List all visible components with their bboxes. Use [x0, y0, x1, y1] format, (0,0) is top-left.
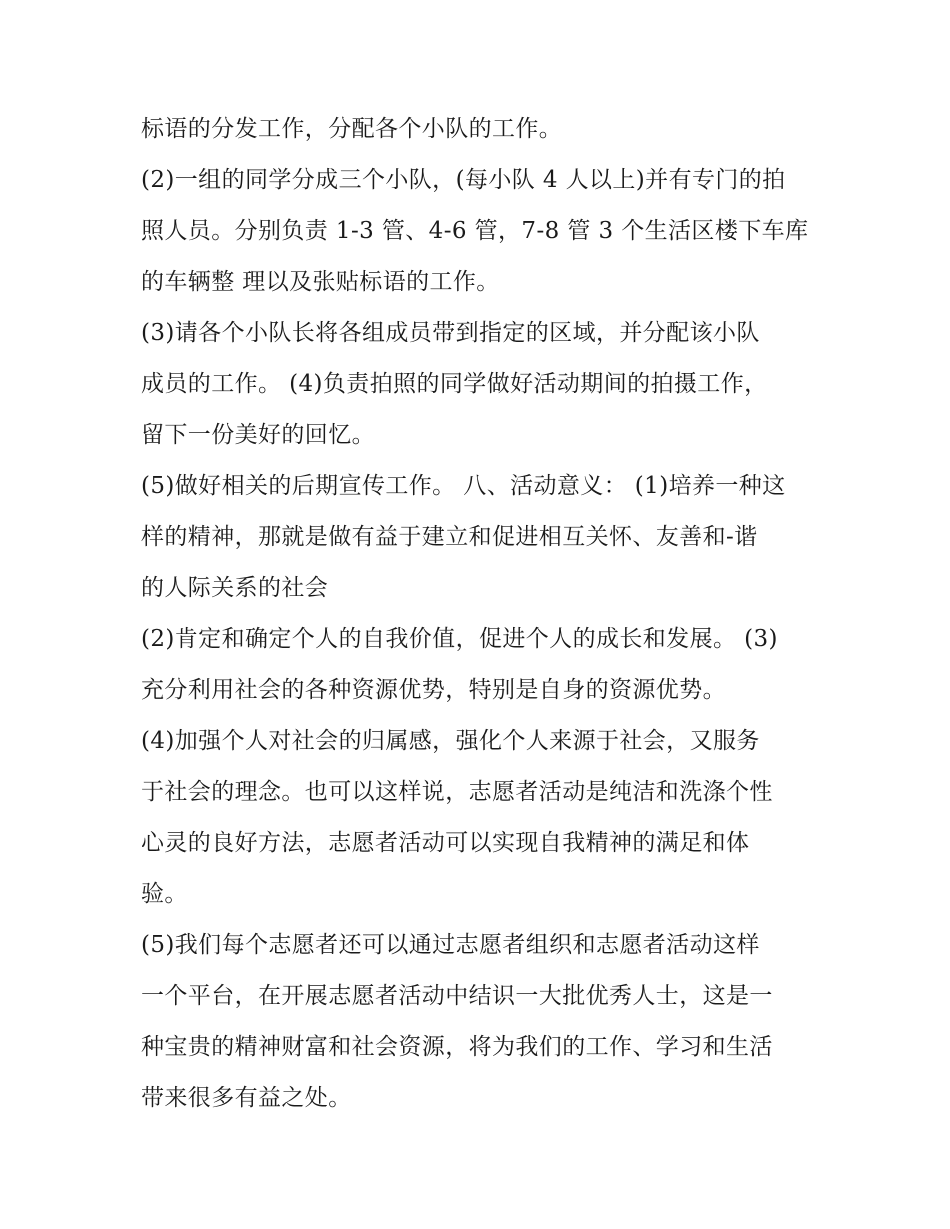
- text-line: 种宝贵的精神财富和社会资源，将为我们的工作、学习和生活: [141, 1034, 773, 1060]
- document-body: [141, 104, 813, 1124]
- text-line: 的人际关系的社会: [141, 575, 329, 601]
- text-line: 带来很多有益之处。: [141, 1085, 352, 1111]
- text-line: 心灵的良好方法，志愿者活动可以实现自我精神的满足和体: [141, 830, 750, 856]
- text-line: 验。: [141, 881, 188, 907]
- text-line: (5)做好相关的后期宣传工作。 八、活动意义： (1)培养一种这: [141, 473, 786, 499]
- text-line: 充分利用社会的各种资源优势，特别是自身的资源优势。: [141, 677, 726, 703]
- text-line: 一个平台，在开展志愿者活动中结识一大批优秀人士，这是一: [141, 983, 773, 1009]
- text-line: 样的精神，那就是做有益于建立和促进相互关怀、友善和-谐: [141, 524, 758, 550]
- text-line: (4)加强个人对社会的归属感，强化个人来源于社会，又服务: [141, 728, 760, 754]
- paragraph-2: [141, 155, 813, 308]
- paragraph-4: [141, 461, 813, 614]
- text-line: 于社会的理念。也可以这样说，志愿者活动是纯洁和洗涤个性: [141, 779, 773, 805]
- text-line: (5)我们每个志愿者还可以通过志愿者组织和志愿者活动这样: [141, 932, 760, 958]
- text-line: 的车辆整 理以及张贴标语的工作。: [141, 269, 500, 295]
- text-line: (2)肯定和确定个人的自我价值，促进个人的成长和发展。 (3): [141, 626, 778, 652]
- text-line: 成员的工作。 (4)负责拍照的同学做好活动期间的拍摄工作，: [141, 371, 768, 397]
- text-line: 留下一份美好的回忆。: [141, 422, 375, 448]
- text-line: (3)请各个小队长将各组成员带到指定的区域，并分配该小队: [141, 320, 760, 346]
- paragraph-1: [141, 104, 813, 155]
- paragraph-5: [141, 614, 813, 716]
- text-line: 照人员。分别负责 1-3 管、4-6 管，7-8 管 3 个生活区楼下车库: [141, 218, 809, 244]
- paragraph-7: [141, 920, 813, 1124]
- text-line: (2)一组的同学分成三个小队，(每小队 4 人以上)并有专门的拍: [141, 167, 786, 193]
- paragraph-6: [141, 716, 813, 920]
- paragraph-3: [141, 308, 813, 461]
- text-line: 标语的分发工作，分配各个小队的工作。: [141, 116, 563, 142]
